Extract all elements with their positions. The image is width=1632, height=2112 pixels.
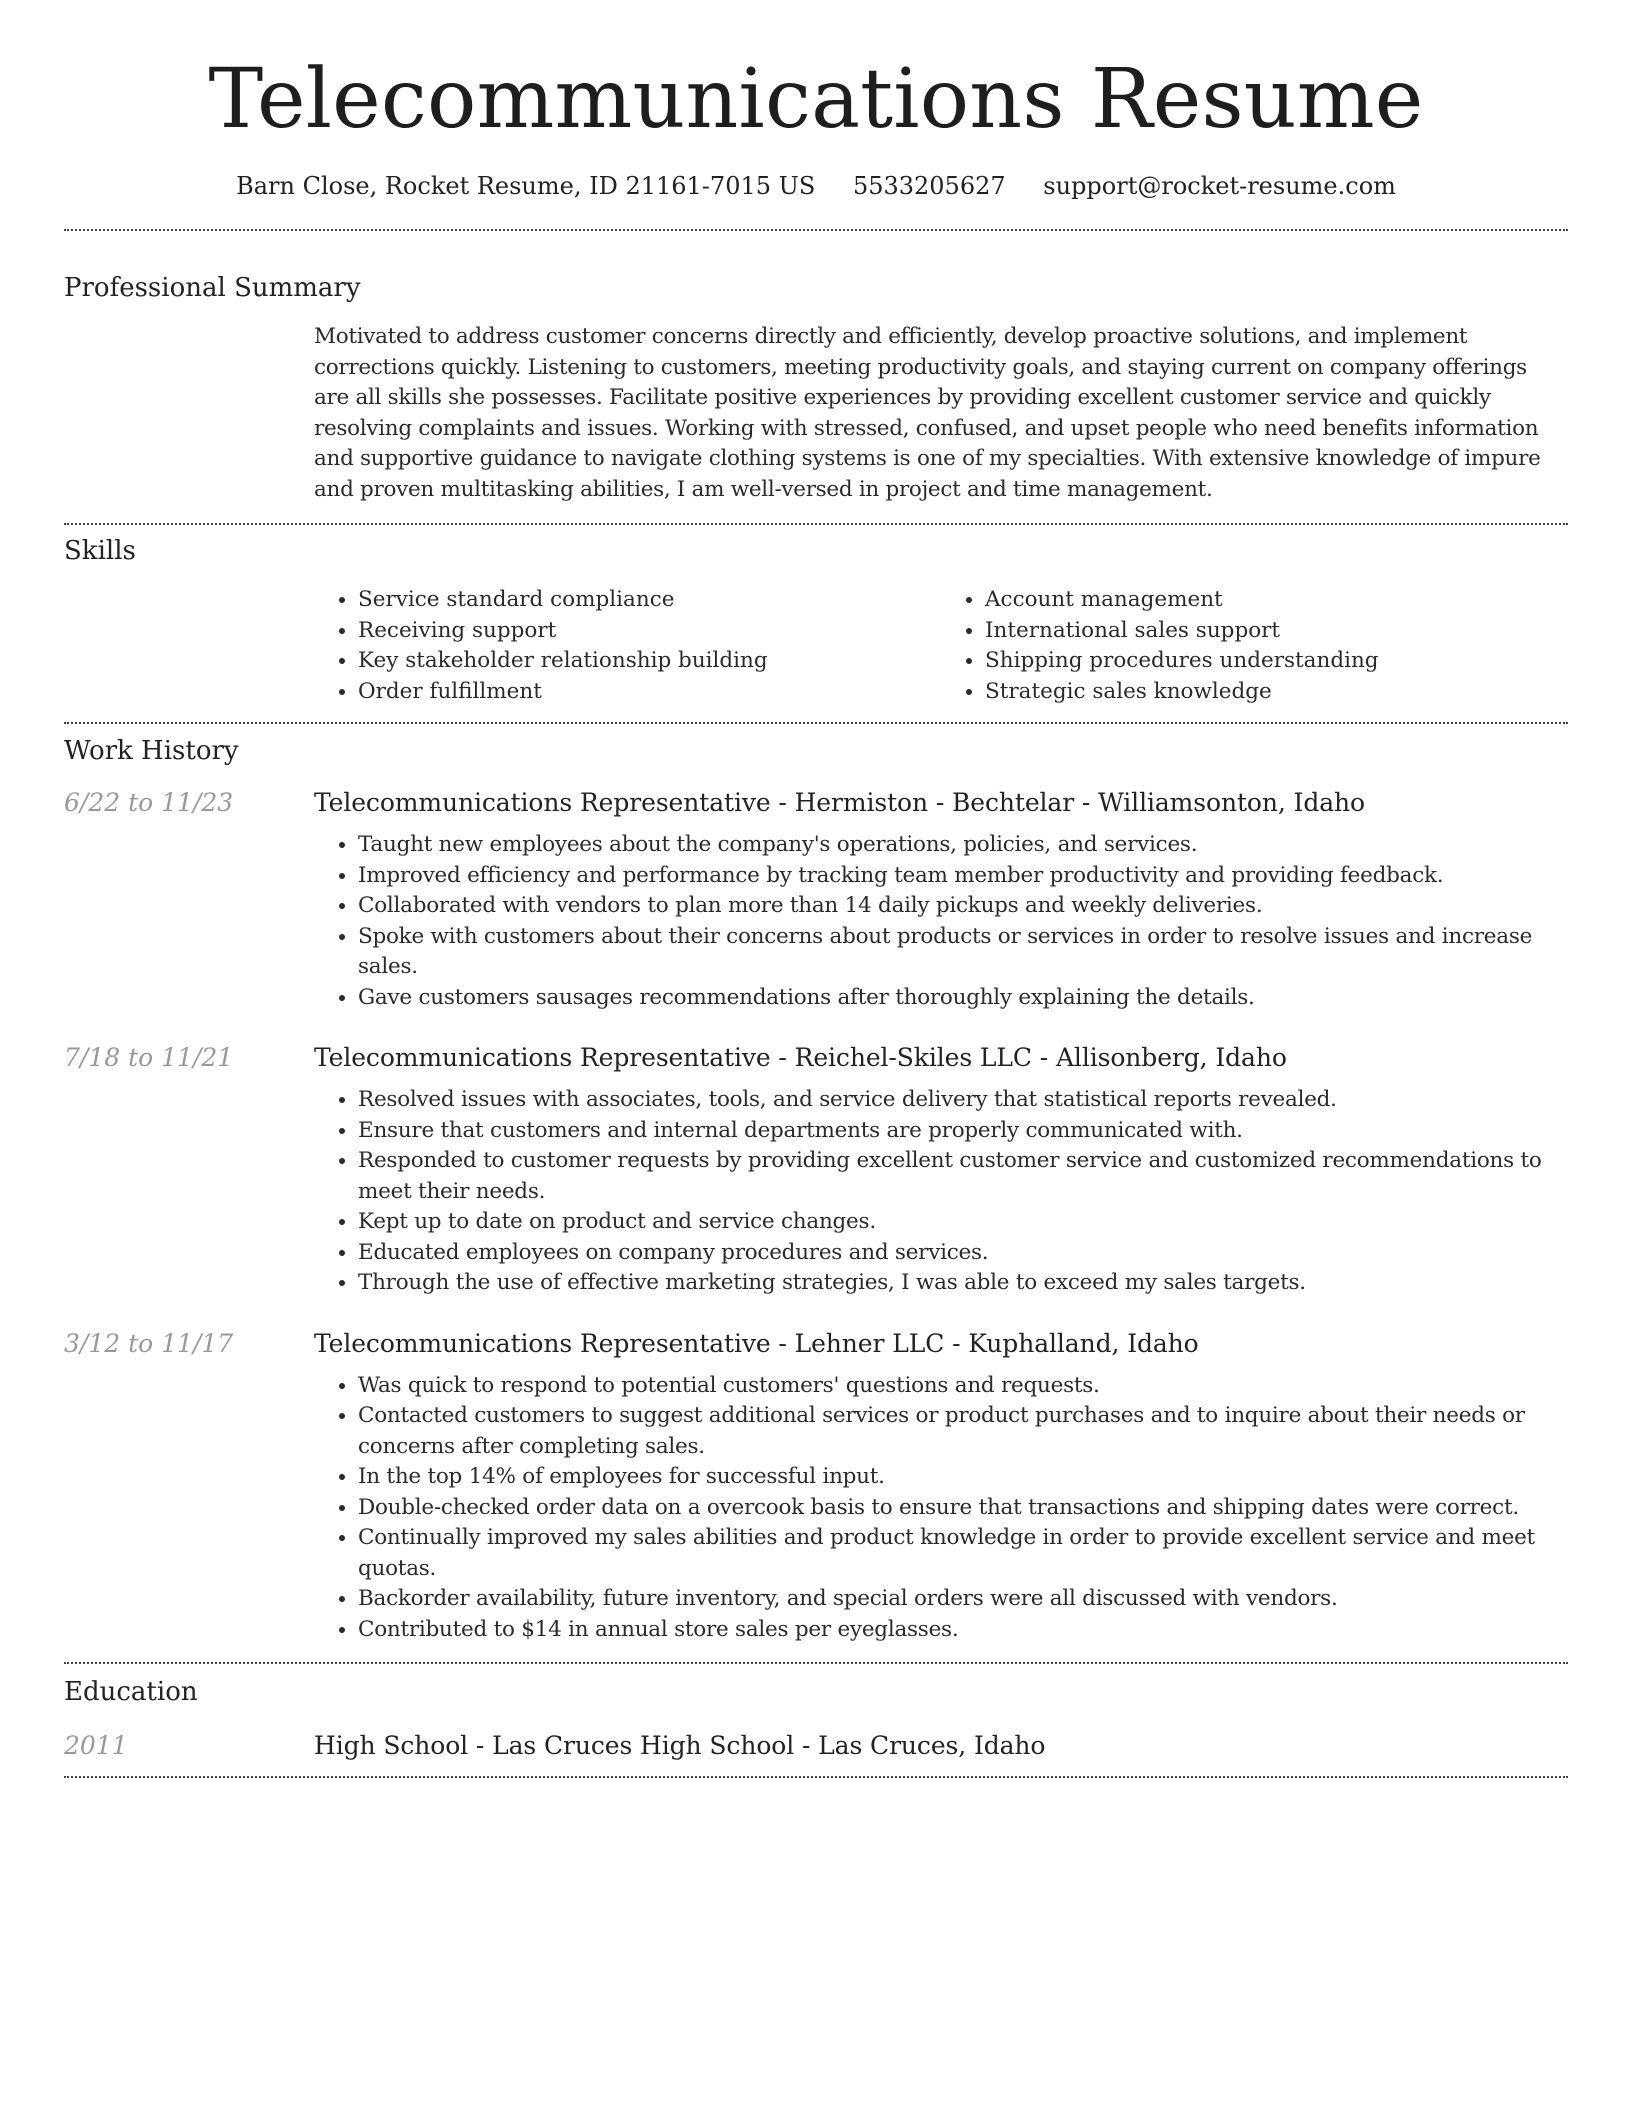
contact-phone: 5533205627 — [852, 172, 1006, 200]
education-dates: 2011 — [64, 1731, 128, 1760]
skill-item: • Service standard compliance — [358, 585, 941, 616]
job-bullet: • Ensure that customers and internal departments are properly communicated with. — [358, 1116, 1568, 1147]
job-bullet: • Contacted customers to suggest additional services or product purchases and to inquire about their needs or concerns after completing sales. — [358, 1401, 1568, 1462]
job-title: Telecommunications Representative - Reichel-Skiles LLC - Allisonberg, Idaho — [314, 1043, 1287, 1072]
skill-item: • Receiving support — [358, 616, 941, 647]
contact-email: support@rocket-resume.com — [1043, 172, 1396, 200]
job-bullet: • Contributed to $14 in annual store sales per eyeglasses. — [358, 1615, 1568, 1646]
job-header — [64, 1043, 1568, 1072]
skills-list-left — [314, 585, 941, 707]
job-bullets — [314, 1085, 1568, 1299]
summary-text: Motivated to address customer concerns directly and efficiently, develop proactive solutions, and implement corrections quickly. Listening to customers, meeting productivity goals, and staying current on company offerings are all skills she possesses. Facilitate positive experiences by providing excellent customer service and quickly resolving complaints and issues. Working with stressed, confused, and upset people who need benefits information and supportive guidance to navigate clothing systems is one of my specialties. With extensive knowledge of impure and proven multitasking abilities, I am well-versed in project and time management. — [314, 324, 1541, 502]
skills-columns — [314, 585, 1568, 707]
job-bullet: • Taught new employees about the company's operations, policies, and services. — [358, 830, 1568, 861]
job-bullet: • In the top 14% of employees for successful input. — [358, 1462, 1568, 1493]
job-bullet: • Responded to customer requests by providing excellent customer service and customized recommendations to meet their needs. — [358, 1146, 1568, 1207]
section-divider — [64, 1662, 1568, 1664]
education-title: High School - Las Cruces High School - Las Cruces, Idaho — [314, 1731, 1046, 1760]
job-bullet: • Was quick to respond to potential customers' questions and requests. — [358, 1371, 1568, 1402]
job-title: Telecommunications Representative - Lehner LLC - Kuphalland, Idaho — [314, 1328, 1199, 1358]
job-bullet: • Educated employees on company procedures and services. — [358, 1238, 1568, 1269]
job-bullets — [314, 830, 1568, 1013]
summary-section — [64, 271, 1568, 505]
skills-list-right — [941, 585, 1568, 707]
education-heading: Education — [64, 1677, 198, 1707]
work-history-heading: Work History — [64, 736, 239, 766]
job-bullet: • Collaborated with vendors to plan more than 14 daily pickups and weekly deliveries. — [358, 891, 1568, 922]
job-dates: 6/22 to 11/23 — [64, 788, 234, 817]
skills-section — [64, 534, 1568, 707]
job-dates: 7/18 to 11/21 — [64, 1043, 234, 1072]
skill-item: • Order fulfillment — [358, 677, 941, 708]
job-header — [64, 788, 1568, 817]
job-bullet: • Continually improved my sales abilities and product knowledge in order to provide excellent service and meet quotas. — [358, 1523, 1568, 1584]
job-entry — [64, 788, 1568, 1013]
job-entry — [64, 1043, 1568, 1299]
education-entry — [64, 1731, 1568, 1760]
job-title: Telecommunications Representative - Hermiston - Bechtelar - Williamsonton, Idaho — [314, 788, 1365, 817]
work-history-section — [64, 734, 1568, 1645]
job-bullet: • Resolved issues with associates, tools, and service delivery that statistical reports revealed. — [358, 1085, 1568, 1116]
section-divider — [64, 722, 1568, 724]
job-bullet: • Double-checked order data on a overcook basis to ensure that transactions and shipping dates were correct. — [358, 1493, 1568, 1524]
job-bullets — [314, 1371, 1568, 1646]
job-entry — [64, 1329, 1568, 1646]
section-divider — [64, 1776, 1568, 1778]
job-dates: 3/12 to 11/17 — [64, 1328, 234, 1358]
job-bullet: • Spoke with customers about their concerns about products or services in order to resolve issues and increase sales. — [358, 922, 1568, 983]
contact-address: Barn Close, Rocket Resume, ID 21161-7015 US — [236, 172, 816, 200]
job-header — [64, 1329, 1568, 1358]
skill-item: • International sales support — [985, 616, 1568, 647]
section-divider — [64, 229, 1568, 231]
education-section — [64, 1675, 1568, 1760]
resume-title: Telecommunications Resume — [208, 52, 1424, 147]
skill-item: • Shipping procedures understanding — [985, 646, 1568, 677]
job-bullet: • Kept up to date on product and service changes. — [358, 1207, 1568, 1238]
section-divider — [64, 523, 1568, 525]
skill-item: • Strategic sales knowledge — [985, 677, 1568, 708]
contact-line — [64, 170, 1568, 202]
skills-heading: Skills — [64, 536, 136, 566]
job-bullet: • Gave customers sausages recommendations after thoroughly explaining the details. — [358, 983, 1568, 1014]
job-bullet: • Backorder availability, future inventory, and special orders were all discussed with vendors. — [358, 1584, 1568, 1615]
skill-item: • Key stakeholder relationship building — [358, 646, 941, 677]
summary-heading: Professional Summary — [64, 273, 361, 303]
skill-item: • Account management — [985, 585, 1568, 616]
resume-page — [64, 0, 1568, 1778]
job-bullet: • Through the use of effective marketing strategies, I was able to exceed my sales targets. — [358, 1268, 1568, 1299]
job-bullet: • Improved efficiency and performance by tracking team member productivity and providing feedback. — [358, 861, 1568, 892]
